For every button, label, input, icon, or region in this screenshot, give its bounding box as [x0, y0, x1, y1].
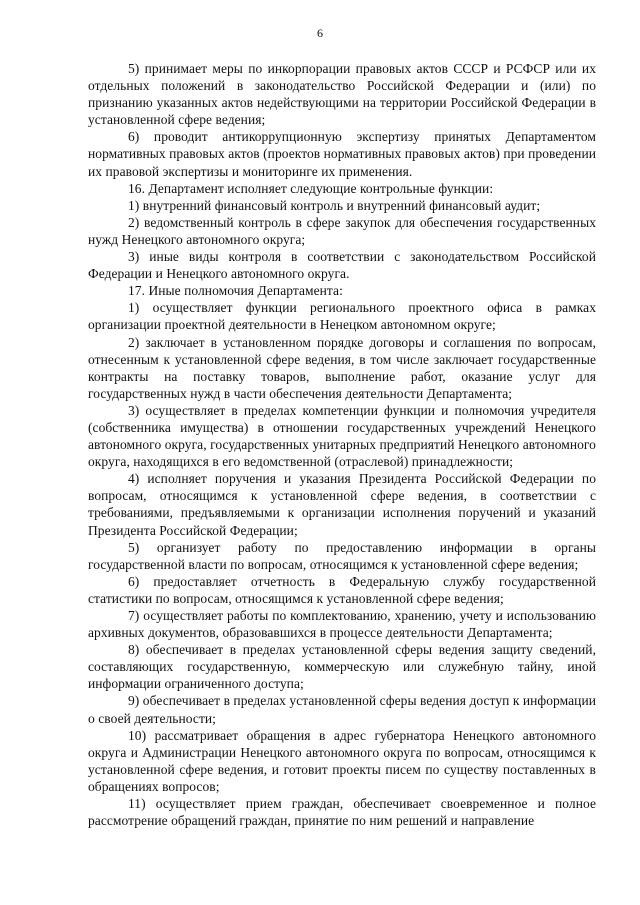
paragraph-17-10: 10) рассматривает обращения в адрес губернатора Ненецкого автономного округа и Администрации Ненецкого автономного округа по вопросам, относящимся к установленной сфере ведения, и готовит проекты писем по существу поставленных в обращениях вопросов; [88, 727, 596, 794]
paragraph-17-9: 9) обеспечивает в пределах установленной сферы ведения доступ к информации о своей деятельности; [88, 693, 596, 726]
paragraph-17-11: 11) осуществляет прием граждан, обеспечивает своевременное и полное рассмотрение обращений граждан, принятие по ним решений и направление [88, 796, 596, 829]
paragraph-16-3: 3) иные виды контроля в соответствии с законодательством Российской Федерации и Ненецкого автономного округа. [88, 249, 596, 282]
paragraph-17-6: 6) предоставляет отчетность в Федеральную службу государственной статистики по вопросам, относящимся к установленной сфере ведения; [88, 573, 596, 606]
paragraph-17-2: 2) заключает в установленном порядке договоры и соглашения по вопросам, отнесенным к установленной сфере ведения, в том числе заключает государственные контракты на поставку товаров, выполнение работ, оказание услуг для государственных нужд в части обеспечения деятельности Департамента; [88, 334, 596, 401]
paragraph-17-5: 5) организует работу по предоставлению информации в органы государственной власти по вопросам, относящимся к установленной сфере ведения; [88, 539, 596, 572]
paragraph-17-3: 3) осуществляет в пределах компетенции функции и полномочия учредителя (собственника имущества) в отношении государственных учреждений Ненецкого автономного округа, государственных унитарных предприятий Ненецкого автономного округа, находящихся в его ведомственной (отраслевой) принадлежности; [88, 402, 596, 470]
paragraph-17-4: 4) исполняет поручения и указания Президента Российской Федерации по вопросам, относящимся к установленной сфере ведения, в соответствии с требованиями, предъявляемыми к организации исполнения поручений и указаний Президента Российской Федерации; [88, 471, 596, 538]
paragraph-16-2: 2) ведомственный контроль в сфере закупок для обеспечения государственных нужд Ненецкого автономного округа; [88, 214, 596, 247]
document-body [88, 60, 596, 829]
section-17-heading: 17. Иные полномочия Департамента: [128, 283, 343, 299]
paragraph-17-7: 7) осуществляет работы по комплектованию, хранению, учету и использованию архивных документов, образовавшихся в процессе деятельности Департамента; [88, 608, 596, 641]
paragraph-6-anticorruption: 6) проводит антикоррупционную экспертизу принятых Департаментом нормативных правовых актов (проектов нормативных правовых актов) при проведении их правовой экспертизы и мониторинге их применения. [88, 129, 596, 179]
paragraph-5-incorporation: 5) принимает меры по инкорпорации правовых актов СССР и РСФСР или их отдельных положений в законодательство Российской Федерации и (или) по признанию указанных актов недействующими на территории Российской Федерации в установленной сфере ведения; [88, 61, 596, 128]
paragraph-16-1: 1) внутренний финансовый контроль и внутренний финансовый аудит; [128, 197, 541, 213]
section-16-heading: 16. Департамент исполняет следующие контрольные функции: [128, 180, 494, 196]
paragraph-17-1: 1) осуществляет функции регионального проектного офиса в рамках организации проектной деятельности в Ненецком автономном округе; [88, 300, 596, 333]
paragraph-17-8: 8) обеспечивает в пределах установленной сферы ведения защиту сведений, составляющих государственную, коммерческую или служебную тайну, иной информации ограниченного доступа; [88, 642, 596, 692]
page-number: 6 [317, 26, 323, 40]
